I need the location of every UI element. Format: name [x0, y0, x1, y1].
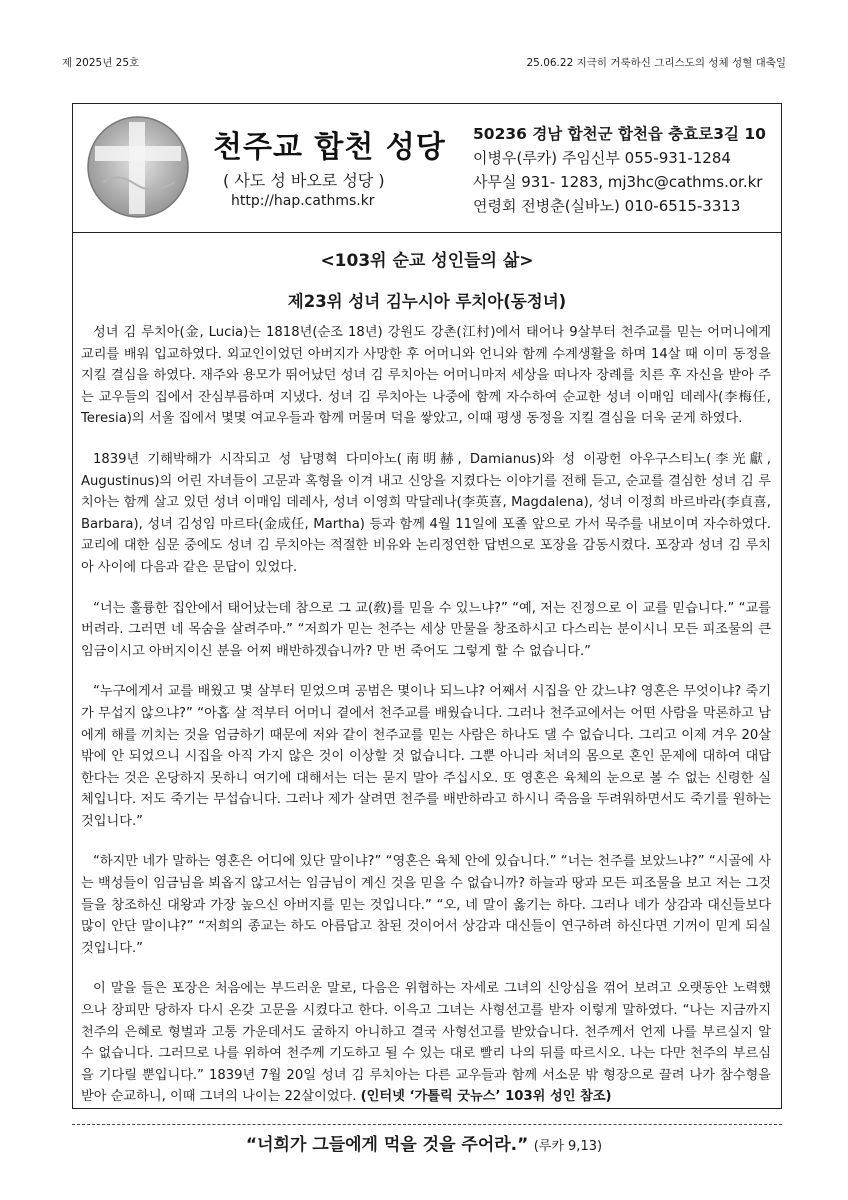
office-contact: 사무실 931- 1283, mj3hc@cathms.or.kr	[473, 173, 763, 191]
bulletin-frame	[72, 103, 782, 1109]
article-subtitle: 제23위 성녀 김누시아 루치아(동정녀)	[287, 292, 567, 311]
parish-subtitle: ( 사도 성 바오로 성당 )	[223, 171, 385, 190]
article-paragraph: “너는 훌륭한 집안에서 태어났는데 참으로 그 교(敎)를 믿을 수 있느냐?” “예, 저는 진정으로 이 교를 믿습니다.” “교를 버려라. 그러면 네 목숨을 살려주마.” “저희가 믿는 천주는 세상 만물을 창조하시고 다스리는 분이시니 모든 피조물의 큰 임금이시고 아버지이신 분을 어찌 배반하겠습니까? 만 번 죽어도 그렇게 할 수 없습니다.”	[81, 600, 771, 659]
parish-name: 천주교 합천 성당	[213, 130, 446, 165]
parish-contact-info	[473, 122, 773, 218]
parish-header	[73, 104, 781, 233]
article-paragraph: “하지만 네가 말하는 영혼은 어디에 있단 말이냐?” “영혼은 육체 안에 있습니다.” “너는 천주를 보았느냐?” “시골에 사는 백성들이 임금님을 뵈옵지 않고서는 임금님이 계신 것을 믿을 수 없습니까? 하늘과 땅과 모든 피조물을 보고 저는 그것들을 창조하신 대왕과 가장 높으신 아버지를 믿는 것입니다.” “오, 네 말이 옳기는 하다. 그러나 네가 상감과 대신들보다 많이 안단 말이냐?” “저희의 종교는 하도 아름답고 참된 것이어서 상감과 대신들이 연구하려 하신다면 기꺼이 믿게 되실 것입니다.”	[81, 854, 771, 956]
cross-logo-icon	[83, 112, 193, 222]
section-title: <103위 순교 성인들의 삶>	[320, 251, 534, 271]
article-citation: (인터넷 ‘가톨릭 굿뉴스’ 103위 성인 참조)	[360, 1089, 612, 1105]
article-paragraph-text: 이 말을 들은 포장은 처음에는 부드러운 말로, 다음은 위협하는 자세로 그녀의 신앙심을 꺾어 보려고 오랫동안 노력했으나 장피만 당하자 다시 온갖 고문을 시켰다고 한다. 이윽고 그녀는 사형선고를 받자 이렇게 말하였다. “나는 지금까지 천주의 은혜로 형벌과 고통 가운데서도 굴하지 아니하고 결국 사형선고를 받았습니다. 천주께서 언제 나를 부르실지 알 수 없습니다. 그러므로 나를 위하여 천주께 기도하고 될 수 있는 대로 빨리 나의 뒤를 따르시오. 나는 다만 천주의 부르심을 기다릴 뿐입니다.” 1839년 7월 20일 성녀 김 루치아는 다른 교우들과 함께 서소문 밖 형장으로 끌려 나가 참수형을 받아 순교하니, 이때 그녀의 나이는 22살이었다.	[81, 981, 771, 1105]
date-feast: 25.06.22 지극히 거룩하신 그리스도의 성체 성혈 대축일	[526, 57, 786, 69]
council-contact: 연령회 전병춘(실바노) 010-6515-3313	[473, 197, 741, 215]
issue-number: 제 2025년 25호	[62, 57, 140, 69]
footer-reference: (루카 9,13)	[533, 1139, 603, 1154]
article-paragraph: 성녀 김 루치아(金, Lucia)는 1818년(순조 18년) 강원도 강촌(江村)에서 태어나 9살부터 천주교를 믿는 어머니에게 교리를 배워 입교하였다. 외교인이었던 아버지가 사망한 후 어머니와 언니와 함께 수계생활을 하며 14살 때 이미 동정을 지킬 결심을 하였다. 재주와 용모가 뛰어났던 성녀 김 루치아는 어머니마저 세상을 떠나자 장례를 치른 후 자신을 받아 주는 교우들의 집에서 잔심부름하며 지냈다. 성녀 김 루치아는 나중에 함께 자수하여 순교한 성녀 이매임 데레사(李梅任, Teresia)의 서울 집에서 몇몇 여교우들과 함께 머물며 덕을 쌓았고, 이때 평생 동정을 지킬 결심을 더욱 굳게 하였다.	[81, 325, 771, 427]
footer-quote: “너희가 그들에게 먹을 것을 주어라.”	[245, 1135, 529, 1155]
parish-website[interactable]: http://hap.cathms.kr	[231, 193, 375, 209]
footer-divider	[72, 1124, 782, 1125]
top-line	[62, 55, 786, 71]
parish-address: 50236 경남 합천군 합천읍 충효로3길 10	[473, 125, 766, 143]
article-body	[81, 322, 771, 1108]
article-paragraph: “누구에게서 교를 배웠고 몇 살부터 믿었으며 공범은 몇이나 되느냐? 어째서 시집을 안 갔느냐? 영혼은 무엇이냐? 죽기가 무섭지 않으냐?” “아홉 살 적부터 어머니 곁에서 천주교를 배웠습니다. 그러나 천주교에서는 어떤 사람을 막론하고 남에게 해를 끼치는 것을 엄금하기 때문에 저와 같이 천주교를 믿는 사람은 하나도 댈 수 없습니다. 그리고 이제 겨우 20살밖에 안 되었으니 시집을 아직 가지 않은 것이 이상할 것 없습니다. 그뿐 아니라 처녀의 몸으로 혼인 문제에 대하여 대답한다는 것은 온당하지 못하니 여기에 대해서는 더는 묻지 말아 주십시오. 또 영혼은 육체의 눈으로 볼 수 없는 신령한 실체입니다. 저도 죽기는 무섭습니다. 그러나 제가 살려면 천주를 배반하라고 하시니 죽음을 두려워하면서도 죽기를 원하는 것입니다.”	[81, 684, 771, 829]
pastor-contact: 이병우(루카) 주임신부 055-931-1284	[473, 149, 731, 167]
article-paragraph: 1839년 기해박해가 시작되고 성 남명혁 다미아노(南明赫, Damianus)와 성 이광헌 아우구스티노(李光獻, Augustinus)의 어린 자녀들이 고문과 혹형을 이겨 내고 신앙을 지켰다는 이야기를 전해 듣고, 순교를 결심한 성녀 김 루치아는 함께 살고 있던 성녀 이매임 데레사, 성녀 이영희 막달레나(李英喜, Magdalena), 성녀 이정희 바르바라(李貞喜, Barbara), 성녀 김성임 마르타(金成任, Martha) 등과 함께 4월 11일에 포졸 앞으로 가서 묵주를 내보이며 자수하였다. 교리에 대한 심문 중에도 성녀 김 루치아는 적절한 비유와 논리정연한 답변으로 포장을 감동시켰다. 포장과 성녀 김 루치아 사이에 다음과 같은 문답이 있었다.	[81, 451, 772, 575]
footer-verse	[0, 1130, 848, 1155]
article-paragraph-last	[81, 978, 771, 1108]
